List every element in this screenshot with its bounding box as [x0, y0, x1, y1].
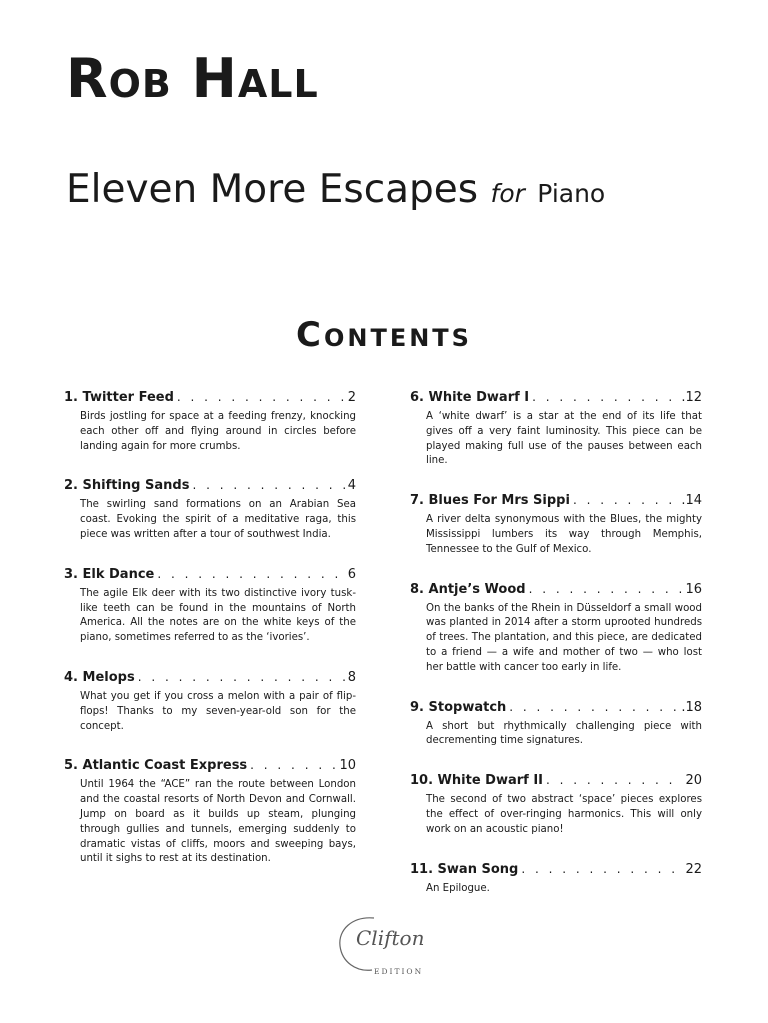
entry-title: 9. Stopwatch	[410, 699, 507, 715]
entry-page: 20	[685, 773, 702, 789]
contents-entry[interactable]	[410, 388, 702, 469]
entry-title: 3. Elk Dance	[64, 566, 155, 582]
leader-dots	[157, 565, 344, 583]
title-for: for	[490, 179, 525, 208]
entry-description: A short but rhythmically challenging piece with decrementing time signatures.	[426, 720, 702, 747]
entry-description: A ‘white dwarf’ is a star at the end of its life that gives off a very faint luminosity. This piece can be played making full use of the pauses between each line.	[426, 411, 702, 467]
entry-page: .14	[681, 493, 702, 509]
leader-dots	[546, 771, 682, 789]
contents-heading: Contents	[296, 315, 472, 355]
contents-entry[interactable]	[64, 756, 356, 867]
leader-dots	[192, 476, 344, 494]
contents-right-column	[410, 388, 702, 918]
leader-dots	[138, 668, 345, 686]
entry-description: On the banks of the Rhein in Düsseldorf a small wood was planted in 2014 after a storm uprooted hundreds of trees. The plantation, and this piece, are dedicated to a friend — a wife and mother of two — who lost her battle with cancer too early in life.	[426, 602, 702, 673]
entry-title: 4. Melops	[64, 669, 135, 685]
contents-entry[interactable]	[64, 565, 356, 646]
leader-dots	[532, 388, 678, 406]
entry-page: 22	[685, 861, 702, 877]
entry-page: 16	[685, 581, 702, 597]
entry-title: 7. Blues For Mrs Sippi	[410, 493, 570, 509]
leader-dots	[529, 580, 683, 598]
leader-dots	[573, 491, 678, 509]
title-instrument: Piano	[537, 179, 606, 208]
entry-description: A river delta synonymous with the Blues, the mighty Mississippi lumbers its way through Memphis, Tennessee to the Gulf of Mexico.	[426, 514, 702, 555]
contents-entry[interactable]	[410, 860, 702, 897]
contents-entry[interactable]	[64, 388, 356, 454]
entry-page: 2	[347, 390, 356, 405]
contents-left-column	[64, 388, 356, 889]
entry-description: An Epilogue.	[426, 882, 490, 894]
entry-title: 8. Antje’s Wood	[410, 581, 526, 597]
title-main: Eleven More Escapes	[66, 167, 479, 212]
entry-description: The agile Elk deer with its two distinctive ivory tusk-like teeth can be found in the mountains of North America. All the notes are on the white keys of the piano, sometimes referred to as the ‘ivories’.	[80, 587, 356, 644]
contents-entry[interactable]	[64, 476, 356, 542]
entry-description: The second of two abstract ‘space’ pieces explores the effect of over-ringing harmonics. This will only work on an acoustic piano!	[426, 794, 702, 835]
leader-dots	[509, 698, 678, 716]
collection-title	[66, 167, 606, 212]
contents-entry[interactable]	[64, 668, 356, 734]
entry-page: .12	[681, 390, 702, 405]
entry-page: .18	[681, 699, 702, 715]
contents-entry[interactable]	[410, 698, 702, 750]
clifton-edition-logo	[330, 912, 440, 982]
entry-title: 2. Shifting Sands	[64, 478, 190, 494]
entry-title: 6. White Dwarf I	[410, 390, 530, 405]
entry-page: 4	[347, 478, 356, 494]
contents-entry[interactable]	[410, 580, 702, 676]
leader-dots	[521, 860, 682, 878]
logo-name: Clifton	[356, 926, 425, 950]
leader-dots	[250, 756, 336, 774]
logo-subtitle: EDITION	[374, 967, 424, 976]
entry-page: 8	[347, 669, 356, 685]
entry-description: What you get if you cross a melon with a pair of flip-flops! Thanks to my seven-year-old son for the concept.	[80, 690, 356, 732]
entry-description: Until 1964 the “ACE” ran the route between London and the coastal resorts of North Devon and Cornwall. Jump on board as it builds up steam, plunging through gullies and tunnels, emerging suddenly to dramatic vistas of cliffs, moors and sweeping bays, until it sighs to rest at its destination.	[80, 779, 356, 865]
entry-title: 11. Swan Song	[410, 861, 519, 877]
composer-name: Rob Hall	[66, 47, 319, 110]
contents-entry[interactable]	[410, 491, 702, 557]
contents-entry[interactable]	[410, 771, 702, 837]
entry-title: 5. Atlantic Coast Express	[64, 758, 248, 774]
entry-page: 6	[347, 566, 356, 582]
entry-description: Birds jostling for space at a feeding frenzy, knocking each other off and flying around in circles before landing again for more crumbs.	[80, 411, 356, 452]
entry-description: The swirling sand formations on an Arabian Sea coast. Evoking the spirit of a meditative raga, this piece was written after a tour of southwest India.	[80, 499, 356, 540]
entry-page: 10	[339, 758, 356, 774]
entry-title: 10. White Dwarf II	[410, 773, 544, 789]
entry-title: 1. Twitter Feed	[64, 390, 174, 405]
leader-dots	[177, 388, 345, 406]
